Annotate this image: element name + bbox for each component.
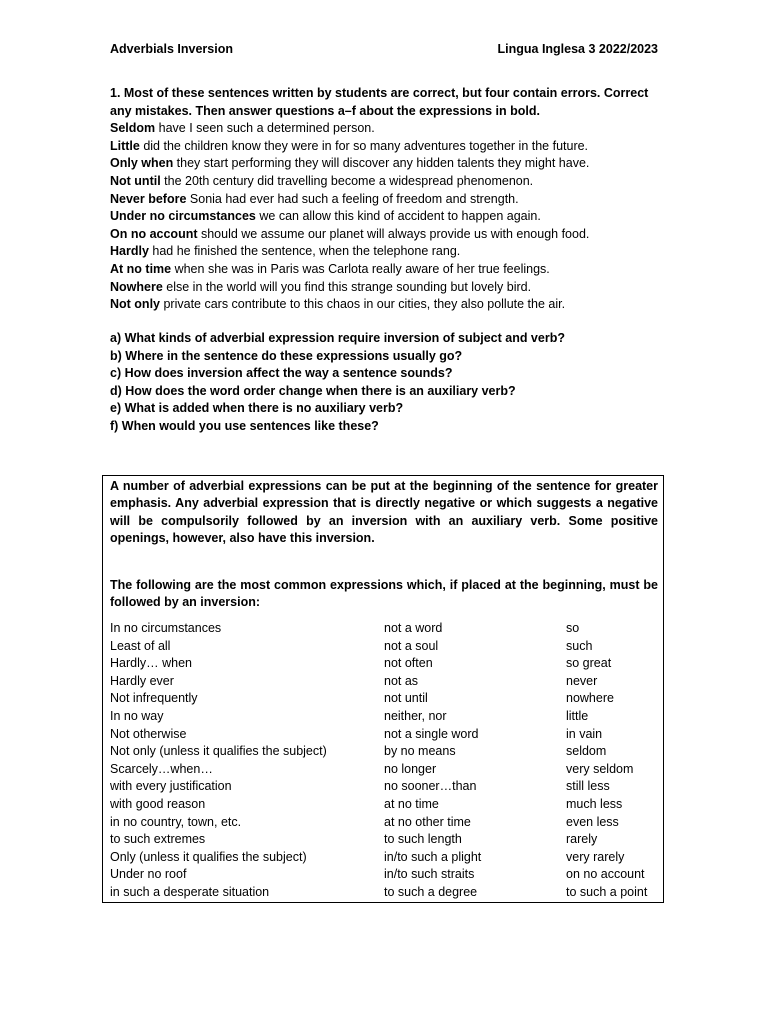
expression-item: Least of all (110, 638, 171, 653)
expression-item: nowhere (566, 691, 614, 706)
question: c) How does inversion affect the way a sentence sounds? (110, 366, 453, 381)
expression-item: Not only (unless it qualifies the subject) (110, 744, 327, 759)
sentence-expression: Never before (110, 191, 187, 206)
sentence (110, 226, 662, 244)
question: d) How does the word order change when there is an auxiliary verb? (110, 383, 516, 398)
expression-item: so great (566, 656, 612, 671)
sentence-expression: Nowhere (110, 279, 163, 294)
expression-item: rarely (566, 832, 598, 847)
sentence-expression: Under no circumstances (110, 209, 256, 224)
expression-item: so (566, 621, 580, 635)
sentence (110, 138, 662, 156)
expression-column-1 (110, 620, 327, 902)
sentence-expression: Only when (110, 156, 174, 171)
expression-item: to such a degree (384, 884, 478, 899)
expression-item: not as (384, 673, 419, 688)
question: b) Where in the sentence do these expressions usually go? (110, 348, 463, 363)
expression-item: Hardly ever (110, 673, 174, 688)
expression-item: to such a point (566, 884, 648, 899)
expression-item: In no circumstances (110, 621, 222, 635)
expression-item: Under no roof (110, 867, 187, 882)
expression-item: In no way (110, 708, 164, 723)
sentence-expression: Not only (110, 297, 160, 312)
expression-item: to such extremes (110, 832, 206, 847)
expression-item: very rarely (566, 849, 625, 864)
sentence-expression: Not until (110, 173, 161, 188)
sentence-text: the 20th century did travelling become a widespread phenomenon. (160, 173, 534, 188)
expression-item: no longer (384, 761, 437, 776)
expression-item: Not otherwise (110, 726, 187, 741)
expression-item: Scarcely…when… (110, 761, 213, 776)
expression-item: Only (unless it qualifies the subject) (110, 849, 307, 864)
sentence-text: should we assume our planet will always provide us with enough food. (197, 226, 590, 241)
sentence-text: Sonia had ever had such a feeling of freedom and strength. (186, 191, 519, 206)
course-label: Lingua Inglesa 3 2022/2023 (497, 42, 658, 56)
sentence-expression: At no time (110, 261, 172, 276)
expression-item: never (566, 673, 598, 688)
box-intro: A number of adverbial expressions can be put at the beginning of the sentence for greater emphasis. Any adverbial expression that is directly negative or which suggests a negative will be compulsorily followed by an inversion with an auxiliary verb. Some positive openings, however, also have this inversion. (110, 479, 658, 546)
expression-item: no sooner…than (384, 779, 477, 794)
expression-column-2 (384, 620, 481, 902)
expression-item: seldom (566, 744, 607, 759)
expression-item: very seldom (566, 761, 634, 776)
sentence-expression: Seldom (110, 121, 156, 136)
exercise-section (110, 85, 662, 314)
expression-item: such (566, 638, 593, 653)
sentence (110, 155, 662, 173)
sentence-text: had he finished the sentence, when the telephone rang. (148, 244, 461, 259)
expression-item: not a word (384, 621, 443, 635)
expression-item: with every justification (110, 779, 232, 794)
sentence-expression: On no account (110, 226, 198, 241)
expression-item: on no account (566, 867, 645, 882)
expression-item: Hardly… when (110, 656, 192, 671)
expression-item: at no time (384, 796, 439, 811)
expression-item: much less (566, 796, 623, 811)
sentence (110, 296, 662, 314)
sentence-list (110, 120, 662, 314)
info-box (102, 475, 664, 903)
sentence (110, 279, 662, 297)
expression-item: neither, nor (384, 708, 447, 723)
expression-item: in such a desperate situation (110, 884, 270, 899)
expression-item: in/to such straits (384, 867, 475, 882)
sentence-text: else in the world will you find this strange sounding but lovely bird. (162, 279, 532, 294)
expression-item: little (566, 708, 589, 723)
question-list (110, 330, 662, 436)
question: f) When would you use sentences like these? (110, 418, 379, 433)
expression-item: not often (384, 656, 433, 671)
sentence (110, 243, 662, 261)
sentence-expression: Little (110, 138, 140, 153)
sentence-text: they start performing they will discover any hidden talents they might have. (173, 156, 590, 171)
sentence (110, 208, 662, 226)
expression-item: Not infrequently (110, 691, 198, 706)
sentence-text: we can allow this kind of accident to happen again. (255, 209, 541, 224)
expression-item: in/to such a plight (384, 849, 482, 864)
expression-item: in no country, town, etc. (110, 814, 242, 829)
expression-item: even less (566, 814, 619, 829)
sentence (110, 191, 662, 209)
expression-item: by no means (384, 744, 456, 759)
box-lead: The following are the most common expressions which, if placed at the beginning, must be followed by an inversion: (110, 578, 658, 610)
sentence (110, 261, 662, 279)
expression-item: in vain (566, 726, 603, 741)
sentence-text: when she was in Paris was Carlota really aware of her true feelings. (171, 261, 550, 276)
expression-item: to such length (384, 832, 462, 847)
sentence (110, 173, 662, 191)
expression-item: not until (384, 691, 428, 706)
exercise-instruction: 1. Most of these sentences written by students are correct, but four contain errors. Correct any mistakes. Then answer questions a–f about the expressions in bold. (110, 86, 649, 118)
sentence-text: did the children know they were in for so many adventures together in the future. (139, 138, 589, 153)
expression-item: at no other time (384, 814, 471, 829)
expression-item: not a single word (384, 726, 479, 741)
page-header (110, 42, 658, 60)
document-title: Adverbials Inversion (110, 42, 233, 56)
question: a) What kinds of adverbial expression require inversion of subject and verb? (110, 331, 565, 345)
sentence-expression: Hardly (110, 244, 149, 259)
expression-column-3 (566, 620, 647, 902)
expression-item: not a soul (384, 638, 439, 653)
expression-item: still less (566, 779, 610, 794)
question: e) What is added when there is no auxiliary verb? (110, 401, 404, 416)
sentence-text: have I seen such a determined person. (155, 121, 375, 136)
sentence-text: private cars contribute to this chaos in our cities, they also pollute the air. (160, 297, 566, 312)
expression-item: with good reason (110, 796, 206, 811)
sentence (110, 120, 662, 138)
